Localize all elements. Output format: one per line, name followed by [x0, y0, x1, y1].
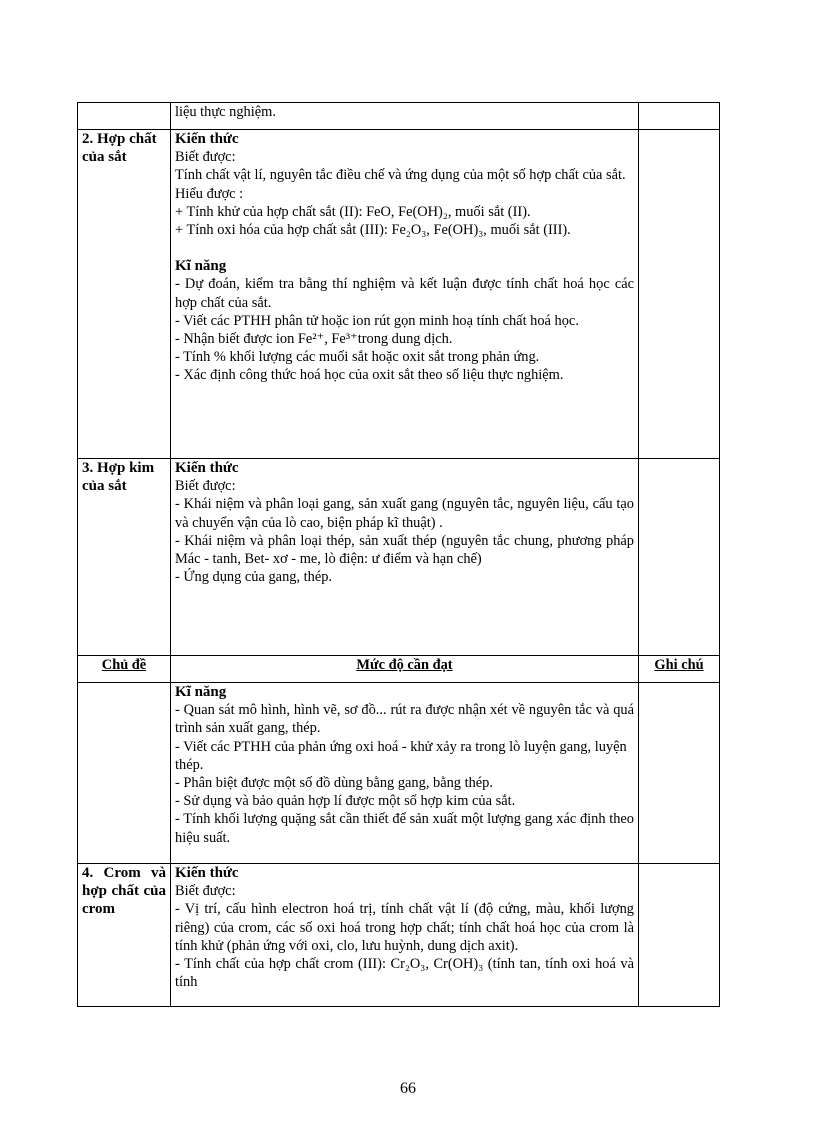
header-requirement: Mức độ cần đạt — [171, 656, 639, 683]
content-line: - Quan sát mô hình, hình vẽ, sơ đồ... rút ra được nhận xét về nguyên tắc và quá trình sản xuất gang, thép. — [175, 702, 634, 737]
content-line: + Tính khử của hợp chất sắt (II): FeO, Fe(OH)₂, muối sắt (II). — [175, 203, 531, 220]
section-heading: Kĩ năng — [175, 258, 227, 275]
table-row — [78, 459, 720, 656]
content-cell — [171, 864, 639, 1007]
content-line: - Ứng dụng của gang, thép. — [175, 569, 333, 586]
content-line: Biết được: — [175, 478, 236, 495]
table-header-row — [78, 656, 720, 683]
section-heading: Kiến thức — [175, 460, 239, 476]
note-cell — [639, 459, 720, 656]
content-line: - Phân biệt được một số đồ dùng bằng gang, bằng thép. — [175, 775, 493, 792]
topic-cell — [78, 130, 171, 459]
content-line: - Viết các PTHH phân tử hoặc ion rút gọn minh hoạ tính chất hoá học. — [175, 312, 579, 329]
content-line: + Tính oxi hóa của hợp chất sắt (III): Fe₂O₃, Fe(OH)₃, muối sắt (III). — [175, 222, 571, 239]
section-heading: Kiến thức — [175, 131, 239, 147]
topic-cell — [78, 103, 171, 130]
content-line: Biết được: — [175, 149, 236, 166]
syllabus-table — [77, 102, 720, 1007]
note-cell — [639, 864, 720, 1007]
content-line: - Tính chất của hợp chất crom (III): Cr₂O₃, Cr(OH)₃ (tính tan, tính oxi hoá và tính — [175, 956, 634, 991]
content-line: Hiểu được : — [175, 185, 244, 202]
note-cell — [639, 130, 720, 459]
content-line: - Xác định công thức hoá học của oxit sắt theo số liệu thực nghiệm. — [175, 367, 564, 384]
content-line: Biết được: — [175, 883, 236, 900]
content-line: - Tính khối lượng quặng sắt cần thiết để sản xuất một lượng gang xác định theo hiệu suất. — [175, 811, 634, 846]
note-cell — [639, 103, 720, 130]
content-line: liệu thực nghiệm. — [175, 104, 276, 120]
table-row — [78, 864, 720, 1007]
table-row — [78, 103, 720, 130]
content-cell — [171, 103, 639, 130]
content-line: - Vị trí, cấu hình electron hoá trị, tính chất vật lí (độ cứng, màu, khối lượng riêng) của crom, các số oxi hoá trong hợp chất; tính chất hoá học của crom là tính khử (phản ứng với oxi, clo, lưu huỳnh, dung dịch axit). — [175, 901, 634, 954]
content-line: - Khái niệm và phân loại thép, sản xuất thép (nguyên tắc chung, phương pháp Mác - tanh, Bet- xơ - me, lò điện: ư điểm và hạn chế) — [175, 532, 634, 568]
content-cell — [171, 683, 639, 864]
topic-title: 4. Crom và hợp chất của crom — [82, 865, 166, 918]
content-line: - Dự đoán, kiểm tra bằng thí nghiệm và kết luận được tính chất hoá học các hợp chất của sắt. — [175, 276, 634, 311]
table-row — [78, 683, 720, 864]
page-number: 66 — [400, 1080, 416, 1097]
topic-title: 2. Hợp chất của sắt — [82, 131, 157, 166]
topic-cell — [78, 459, 171, 656]
content-cell — [171, 130, 639, 459]
section-heading: Kiến thức — [175, 865, 239, 881]
section-heading: Kĩ năng — [175, 684, 227, 700]
content-line: - Tính % khối lượng các muối sắt hoặc oxit sắt trong phản ứng. — [175, 349, 540, 366]
header-topic: Chủ đề — [78, 656, 171, 683]
content-cell — [171, 459, 639, 656]
content-line: - Nhận biết được ion Fe²⁺, Fe³⁺trong dung dịch. — [175, 331, 453, 348]
table-row — [78, 130, 720, 459]
topic-title: 3. Hợp kim của sắt — [82, 460, 155, 495]
content-line: - Viết các PTHH của phản ứng oxi hoá - khử xảy ra trong lò luyện gang, luyện thép. — [175, 738, 627, 773]
note-cell — [639, 683, 720, 864]
topic-cell — [78, 683, 171, 864]
content-line: - Sử dụng và bảo quản hợp lí được một số hợp kim của sắt. — [175, 793, 516, 810]
topic-cell — [78, 864, 171, 1007]
header-note: Ghi chú — [639, 656, 720, 683]
content-line: Tính chất vật lí, nguyên tắc điều chế và ứng dụng của một số hợp chất của sắt. — [175, 167, 626, 184]
content-line: - Khái niệm và phân loại gang, sản xuất gang (nguyên tắc, nguyên liệu, cấu tạo và chuyển vận của lò cao, biện pháp kĩ thuật) . — [175, 496, 634, 531]
